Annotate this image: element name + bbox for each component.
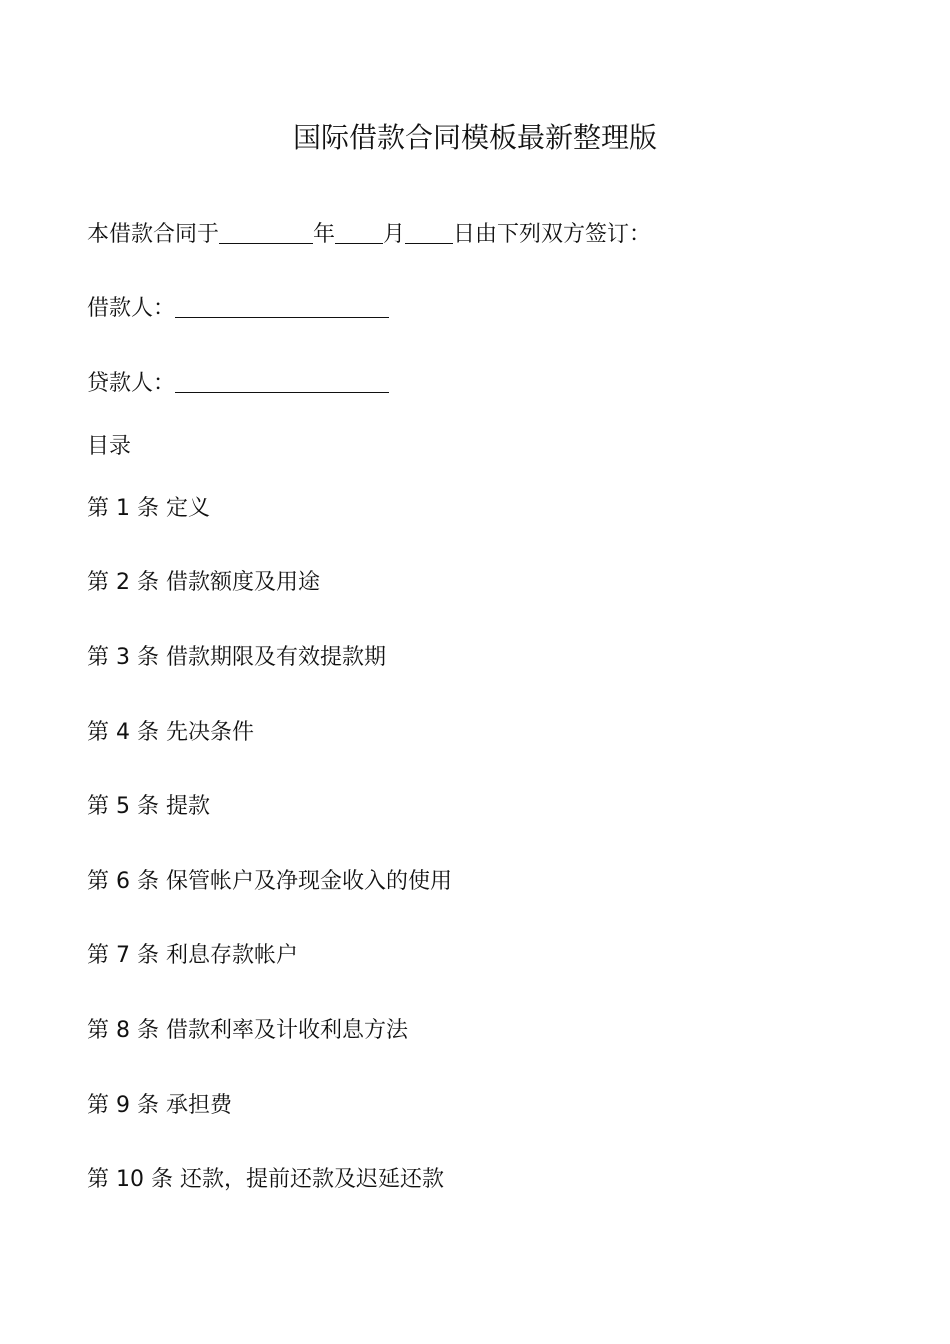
toc-heading: 目录: [87, 434, 132, 459]
borrower-line: [87, 294, 389, 324]
month-blank: [335, 221, 383, 244]
document-title: 国际借款合同模板最新整理版: [292, 121, 657, 154]
borrower-label: 借款人：: [87, 296, 176, 321]
toc-item: 第 4 条 先决条件: [87, 720, 254, 745]
month-label: 月: [383, 222, 406, 247]
lender-label: 贷款人：: [87, 371, 176, 396]
toc-item: 第 2 条 借款额度及用途: [87, 570, 320, 595]
toc-item: 第 10 条 还款，提前还款及迟延还款: [87, 1167, 444, 1192]
toc-item: 第 3 条 借款期限及有效提款期: [87, 645, 386, 670]
intro-suffix: 日由下列双方签订：: [453, 222, 652, 247]
toc-item: 第 5 条 提款: [87, 794, 210, 819]
year-label: 年: [313, 222, 336, 247]
day-blank: [405, 221, 453, 244]
toc-item: 第 9 条 承担费: [87, 1093, 232, 1118]
toc-item: 第 8 条 借款利率及计收利息方法: [87, 1018, 408, 1043]
lender-blank: [175, 370, 389, 393]
year-blank: [219, 221, 313, 244]
intro-prefix: 本借款合同于: [87, 222, 220, 247]
toc-item: 第 7 条 利息存款帐户: [87, 943, 298, 968]
borrower-blank: [175, 295, 389, 318]
contract-intro-line: [87, 220, 651, 250]
toc-item: 第 6 条 保管帐户及净现金收入的使用: [87, 869, 452, 894]
lender-line: [87, 369, 389, 399]
toc-item: 第 1 条 定义: [87, 496, 210, 521]
